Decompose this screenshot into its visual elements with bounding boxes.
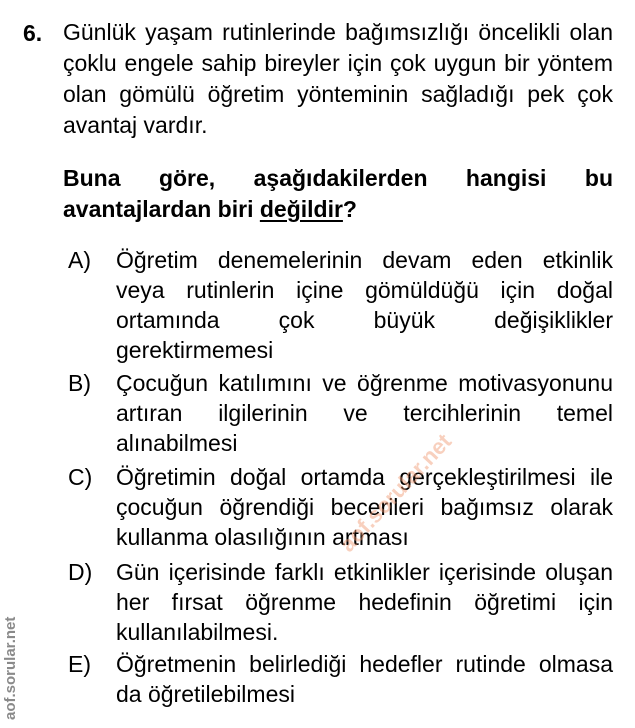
question-stem: Günlük yaşam rutinlerinde bağımsızlığı öncelikli olan çoklu engele sahip bireyler için çok uygun bir yöntem olan gömülü öğretim yönteminin sağladığı pek çok avantaj vardır. — [63, 19, 613, 138]
option-text: Öğretmenin belirlediği hedefler rutinde olmasa da öğretilebilmesi — [116, 651, 613, 707]
prompt-emphasis: değildir — [259, 196, 343, 222]
option-text: Öğretimin doğal ortamda gerçekleştirilmesi ile çocuğun öğrendiği becerileri bağımsız olarak kullanma olasılığının artması — [116, 464, 613, 550]
diagonal-watermark: aof.sorular.net — [334, 428, 457, 557]
option-letter: C) — [68, 464, 93, 490]
side-watermark: aof.sorular.net — [2, 616, 19, 720]
option-text: Öğretim denemelerinin devam eden etkinlik veya rutinlerin içine gömüldüğü için doğal ortamında çok büyük değişiklikler gerektirmemesi — [116, 247, 613, 363]
option-text: Çocuğun katılımını ve öğrenme motivasyonunu artıran ilgilerinin ve tercihlerinin temel alınabilmesi — [116, 370, 613, 456]
option-letter: D) — [68, 559, 93, 585]
question-number: 6. — [23, 20, 43, 46]
option-letter: A) — [68, 247, 91, 273]
option-text: Gün içerisinde farklı etkinlikler içerisinde oluşan her fırsat öğrenme hedefinin öğretimi için kullanılabilmesi. — [116, 559, 613, 645]
question-prompt — [63, 163, 613, 225]
option-letter: B) — [68, 370, 91, 396]
prompt-text: Buna göre, aşağıdakilerden hangisi bu avantajlardan biri — [63, 165, 613, 222]
option-letter: E) — [68, 651, 91, 677]
prompt-end: ? — [342, 196, 357, 222]
